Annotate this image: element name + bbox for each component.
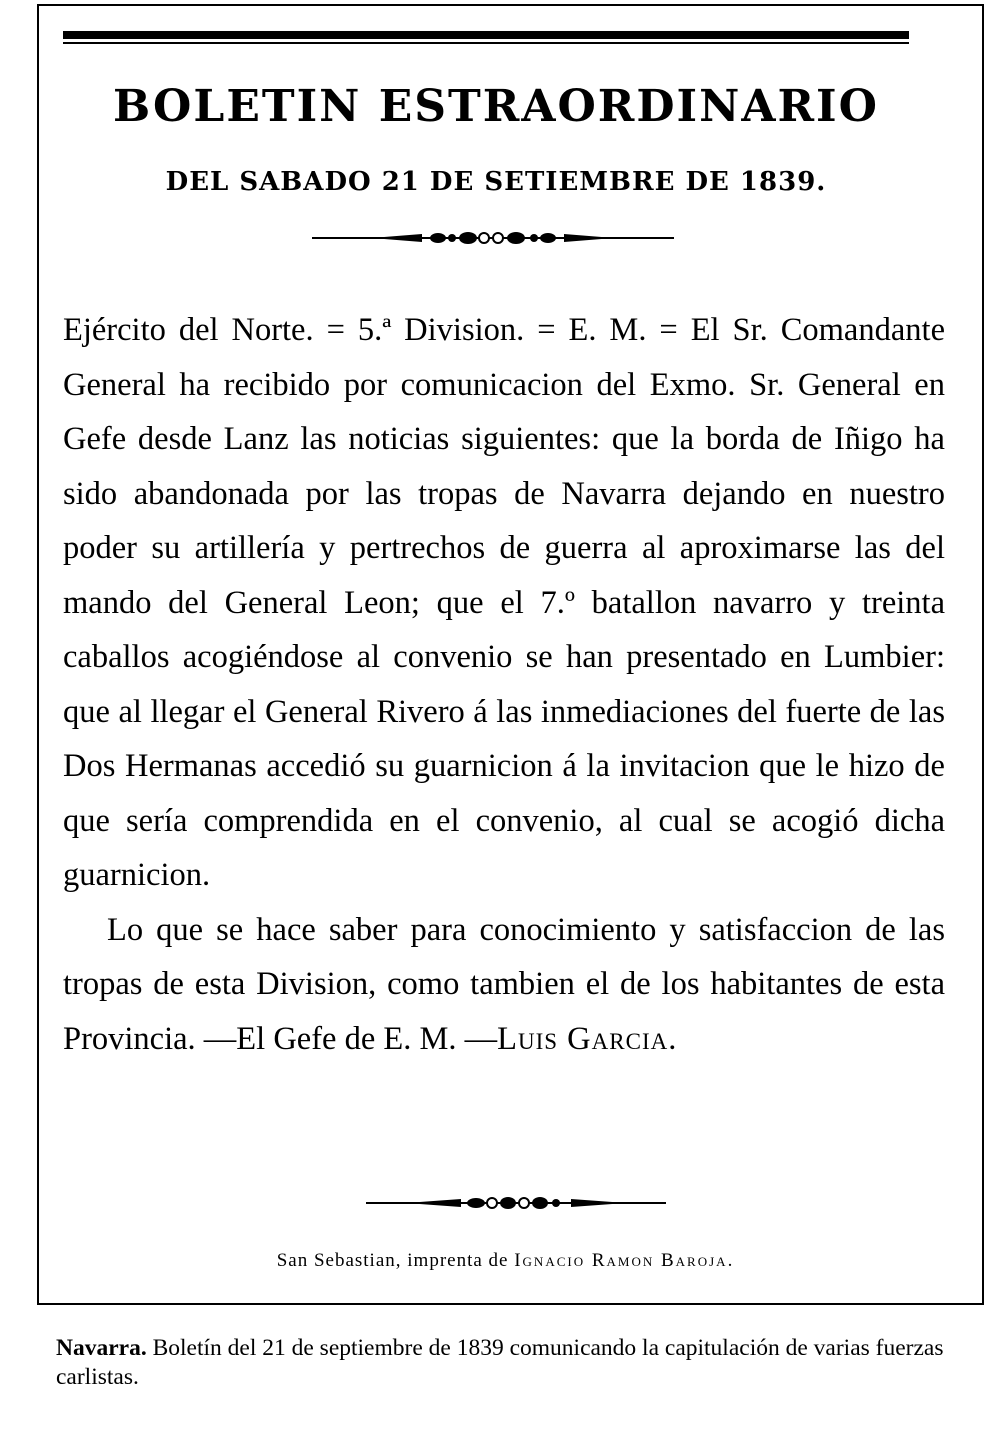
ornament-divider-top [312, 231, 674, 245]
ornament-divider-bottom [366, 1196, 666, 1210]
caption-place: Navarra. [56, 1335, 147, 1361]
caption-text: Boletín del 21 de septiembre de 1839 comunicando la capitulación de varias fuerzas carlistas. [56, 1335, 944, 1390]
top-rule-thick [63, 31, 909, 39]
imprint-printer: Ignacio Ramon Baroja. [514, 1250, 735, 1271]
bulletin-date: DEL SABADO 21 DE SETIEMBRE DE 1839. [165, 167, 827, 197]
bulletin-body [63, 303, 945, 1066]
top-double-rule [63, 31, 909, 44]
printer-imprint [63, 1250, 948, 1272]
bulletin-title: BOLETIN ESTRAORDINARIO [113, 81, 879, 132]
figure-caption [56, 1334, 976, 1392]
dispatch-paragraph: Ejército del Norte. = 5.ª Division. = E. M. = El Sr. Comandante General ha recibido por comunicacion del Exmo. Sr. General en Gefe desde Lanz las noticias siguientes: que la borda de Iñigo ha sido abandonada por las tropas de Navarra dejando en nuestro poder su artillería y pertrechos de guerra al aproximarse las del mando del General Leon; que el 7.º batallon navarro y treinta caballos acogiéndose al convenio se han presentado en Lumbier: que al llegar el General Rivero á las inmediaciones del fuerte de las Dos Hermanas accedió su guarnicion á la invitacion que le hizo de que sería comprendida en el convenio, al cual se acogió dicha guarnicion. [63, 312, 945, 893]
announcement-text: Lo que se hace saber para conocimiento y satisfaccion de las tropas de esta Division, como tambien el de los habitantes de esta Provincia. —El Gefe de E. M. — [63, 911, 945, 1057]
top-rule-thin [63, 42, 909, 44]
imprint-place: San Sebastian, imprenta de [276, 1250, 515, 1271]
announcement-paragraph [63, 903, 945, 1067]
signatory-name: Luis Garcia. [497, 1020, 678, 1057]
